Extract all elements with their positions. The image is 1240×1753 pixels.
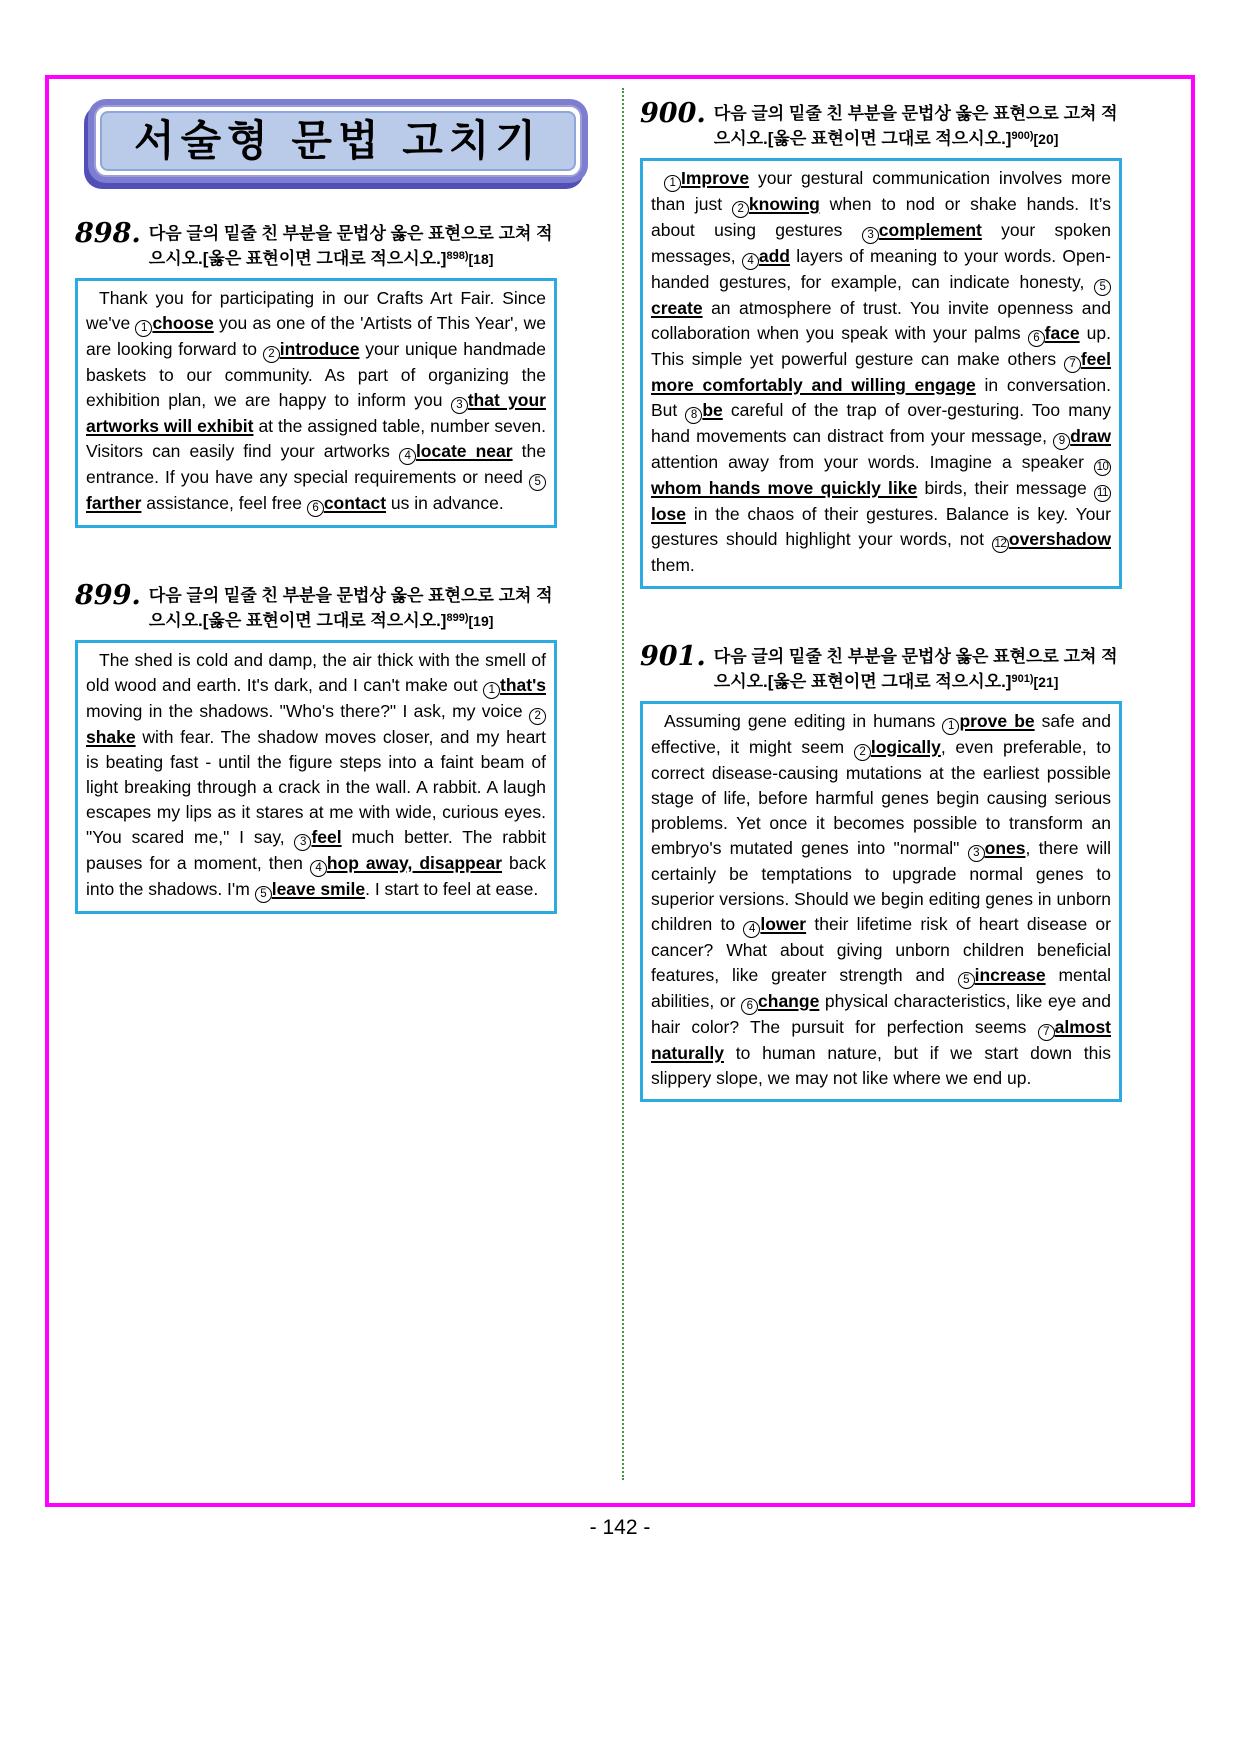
- underlined-answer: locate near: [415, 441, 513, 461]
- footnote-marker: 900): [1011, 130, 1034, 142]
- underlined-answer: logically: [870, 737, 941, 757]
- underlined-answer: that your artworks will exhibit: [86, 390, 546, 436]
- footnote-marker: 901): [1011, 673, 1034, 685]
- question-901-header: [640, 641, 1122, 694]
- question-number: 899.: [75, 580, 141, 611]
- underlined-answer: leave smile: [271, 879, 366, 899]
- underlined-answer: add: [758, 246, 790, 266]
- circled-number: 4: [310, 860, 327, 877]
- question-901: [640, 641, 1122, 1102]
- question-898: [75, 218, 557, 528]
- question-899-header: [75, 580, 557, 633]
- passage-box: Assuming gene editing in humans 1 prove be safe and effective, it might seem 2 logically, even preferable, to correct disease-causing mutations at the earliest possible stage of life, before harmful genes begin causing serious problems. Yet once it becomes possible to transform an embryo's mutated genes into "normal" 3 ones, there will certainly be temptations to upgrade normal genes to superior versions. Should we begin editing genes in unborn children to 4 lower their lifetime risk of heart disease or cancer? What about giving unborn children beneficial features, like greater strength and 5 increase mental abilities, or 6 change physical characteristics, like eye and hair color? The pursuit for perfection seems 7 almost naturally to human nature, but if we start down this slippery slope, we may not like where we end up.: [640, 701, 1122, 1102]
- question-instruction: [714, 102, 1122, 151]
- circled-number: 3: [862, 227, 879, 244]
- page-title: 서술형 문법 고치기: [134, 117, 542, 164]
- circled-number: 3: [294, 834, 311, 851]
- underlined-answer: complement: [878, 220, 982, 240]
- question-number: 898.: [75, 218, 141, 249]
- circled-number: 12: [992, 536, 1009, 553]
- circled-number: 2: [732, 201, 749, 218]
- footnote-marker: 899): [446, 612, 469, 624]
- circled-number: 2: [854, 744, 871, 761]
- underlined-answer: contact: [323, 493, 387, 513]
- left-column: [75, 218, 557, 970]
- source-tag: [18]: [468, 251, 494, 267]
- question-900-header: [640, 98, 1122, 151]
- underlined-answer: shake: [86, 727, 136, 747]
- instruction-text: 다음 글의 밑줄 친 부분을 문법상 옳은 표현으로 고쳐 적으시오.[옳은 표현이면 그대로 적으시오.]: [148, 224, 553, 268]
- circled-number: 2: [529, 708, 546, 725]
- question-900: [640, 98, 1122, 589]
- title-box: [88, 99, 588, 183]
- title-box-mid-ring: [94, 105, 582, 177]
- underlined-answer: increase: [974, 965, 1046, 985]
- question-number: 900.: [640, 98, 706, 129]
- underlined-answer: whom hands move quickly like: [651, 478, 918, 498]
- circled-number: 6: [1028, 330, 1045, 347]
- underlined-answer: create: [651, 298, 703, 318]
- circled-number: 5: [255, 886, 272, 903]
- circled-number: 5: [1094, 279, 1111, 296]
- underlined-answer: feel more comfortably and willing engage: [651, 349, 1111, 395]
- question-number: 901.: [640, 641, 706, 672]
- instruction-text: 다음 글의 밑줄 친 부분을 문법상 옳은 표현으로 고쳐 적으시오.[옳은 표현이면 그대로 적으시오.]: [713, 647, 1118, 691]
- circled-number: 1: [942, 718, 959, 735]
- source-tag: [21]: [1033, 674, 1059, 690]
- question-instruction: [714, 645, 1122, 694]
- underlined-answer: prove be: [959, 711, 1035, 731]
- question-instruction: [149, 584, 557, 633]
- underlined-answer: be: [702, 400, 723, 420]
- right-column: [640, 98, 1122, 1158]
- passage-box: The shed is cold and damp, the air thick with the smell of old wood and earth. It's dark, and I can't make out 1 that's moving in the shadows. "Who's there?" I ask, my voice 2shake with fear. The shadow moves closer, and my heart is beating fast - until the figure steps into a faint beam of light breaking through a crack in the wall. A rabbit. A laugh escapes my lips as it stares at me with wide, curious eyes. "You scared me," I say, 3 feel much better. The rabbit pauses for a moment, then 4 hop away, disappear back into the shadows. I'm 5 leave smile. I start to feel at ease.: [75, 640, 557, 914]
- circled-number: 1: [664, 175, 681, 192]
- question-instruction: [149, 222, 557, 271]
- circled-number: 1: [483, 682, 500, 699]
- underlined-answer: change: [758, 991, 820, 1011]
- circled-number: 10: [1094, 459, 1111, 476]
- underlined-answer: face: [1044, 323, 1080, 343]
- underlined-answer: choose: [152, 313, 214, 333]
- source-tag: [20]: [1033, 131, 1059, 147]
- circled-number: 4: [743, 921, 760, 938]
- circled-number: 3: [968, 845, 985, 862]
- underlined-answer: draw: [1070, 426, 1111, 446]
- source-tag: [19]: [468, 613, 494, 629]
- circled-number: 1: [135, 320, 152, 337]
- circled-number: 5: [529, 474, 546, 491]
- instruction-text: 다음 글의 밑줄 친 부분을 문법상 옳은 표현으로 고쳐 적으시오.[옳은 표현이면 그대로 적으시오.]: [713, 104, 1118, 148]
- underlined-answer: feel: [311, 827, 342, 847]
- circled-number: 8: [685, 407, 702, 424]
- page-number: - 142 -: [589, 1516, 651, 1539]
- instruction-text: 다음 글의 밑줄 친 부분을 문법상 옳은 표현으로 고쳐 적으시오.[옳은 표현이면 그대로 적으시오.]: [148, 586, 553, 630]
- title-box-outer-ring: [88, 99, 588, 183]
- title-box-panel: [100, 111, 576, 171]
- circled-number: 7: [1064, 356, 1081, 373]
- underlined-answer: almost naturally: [651, 1017, 1111, 1063]
- circled-number: 6: [741, 998, 758, 1015]
- column-divider: [622, 88, 624, 1480]
- circled-number: 6: [307, 500, 324, 517]
- underlined-answer: hop away, disappear: [326, 853, 503, 873]
- circled-number: 5: [958, 972, 975, 989]
- circled-number: 2: [263, 346, 280, 363]
- circled-number: 4: [399, 448, 416, 465]
- footnote-marker: 898): [446, 250, 469, 262]
- passage-box: 1 Improve your gestural communication involves more than just 2 knowing when to nod or shake hands. It’s about using gestures 3 complement your spoken messages, 4 add layers of meaning to your words. Open-handed gestures, for example, can indicate honesty, 5create an atmosphere of trust. You invite openness and collaboration when you speak with your palms 6 face up. This simple yet powerful gesture can make others 7 feel more comfortably and willing engage in conversation. But 8 be careful of the trap of over-gesturing. Too many hand movements can distract from your message, 9 draw attention away from your words. Imagine a speaker 10whom hands move quickly like birds, their message 11lose in the chaos of their gestures. Balance is key. Your gestures should highlight your words, not 12 overshadow them.: [640, 158, 1122, 589]
- circled-number: 9: [1053, 433, 1070, 450]
- circled-number: 4: [742, 253, 759, 270]
- question-898-header: [75, 218, 557, 271]
- underlined-answer: overshadow: [1008, 529, 1111, 549]
- underlined-answer: introduce: [279, 339, 360, 359]
- circled-number: 11: [1094, 485, 1111, 502]
- underlined-answer: lose: [651, 504, 687, 524]
- underlined-answer: lower: [760, 914, 807, 934]
- underlined-answer: that's: [500, 675, 546, 695]
- passage-box: Thank you for participating in our Crafts Art Fair. Since we've 1 choose you as one of the 'Artists of This Year', we are looking forward to 2 introduce your unique handmade baskets to our community. As part of organizing the exhibition plan, we are happy to inform you 3 that your artworks will exhibit at the assigned table, number seven. Visitors can easily find your artworks 4 locate near the entrance. If you have any special requirements or need 5farther assistance, feel free 6 contact us in advance.: [75, 278, 557, 528]
- question-899: [75, 580, 557, 914]
- underlined-answer: Improve: [681, 168, 750, 188]
- underlined-answer: ones: [984, 838, 1026, 858]
- circled-number: 3: [451, 397, 468, 414]
- underlined-answer: farther: [86, 493, 142, 513]
- circled-number: 7: [1038, 1024, 1055, 1041]
- underlined-answer: knowing: [748, 194, 820, 214]
